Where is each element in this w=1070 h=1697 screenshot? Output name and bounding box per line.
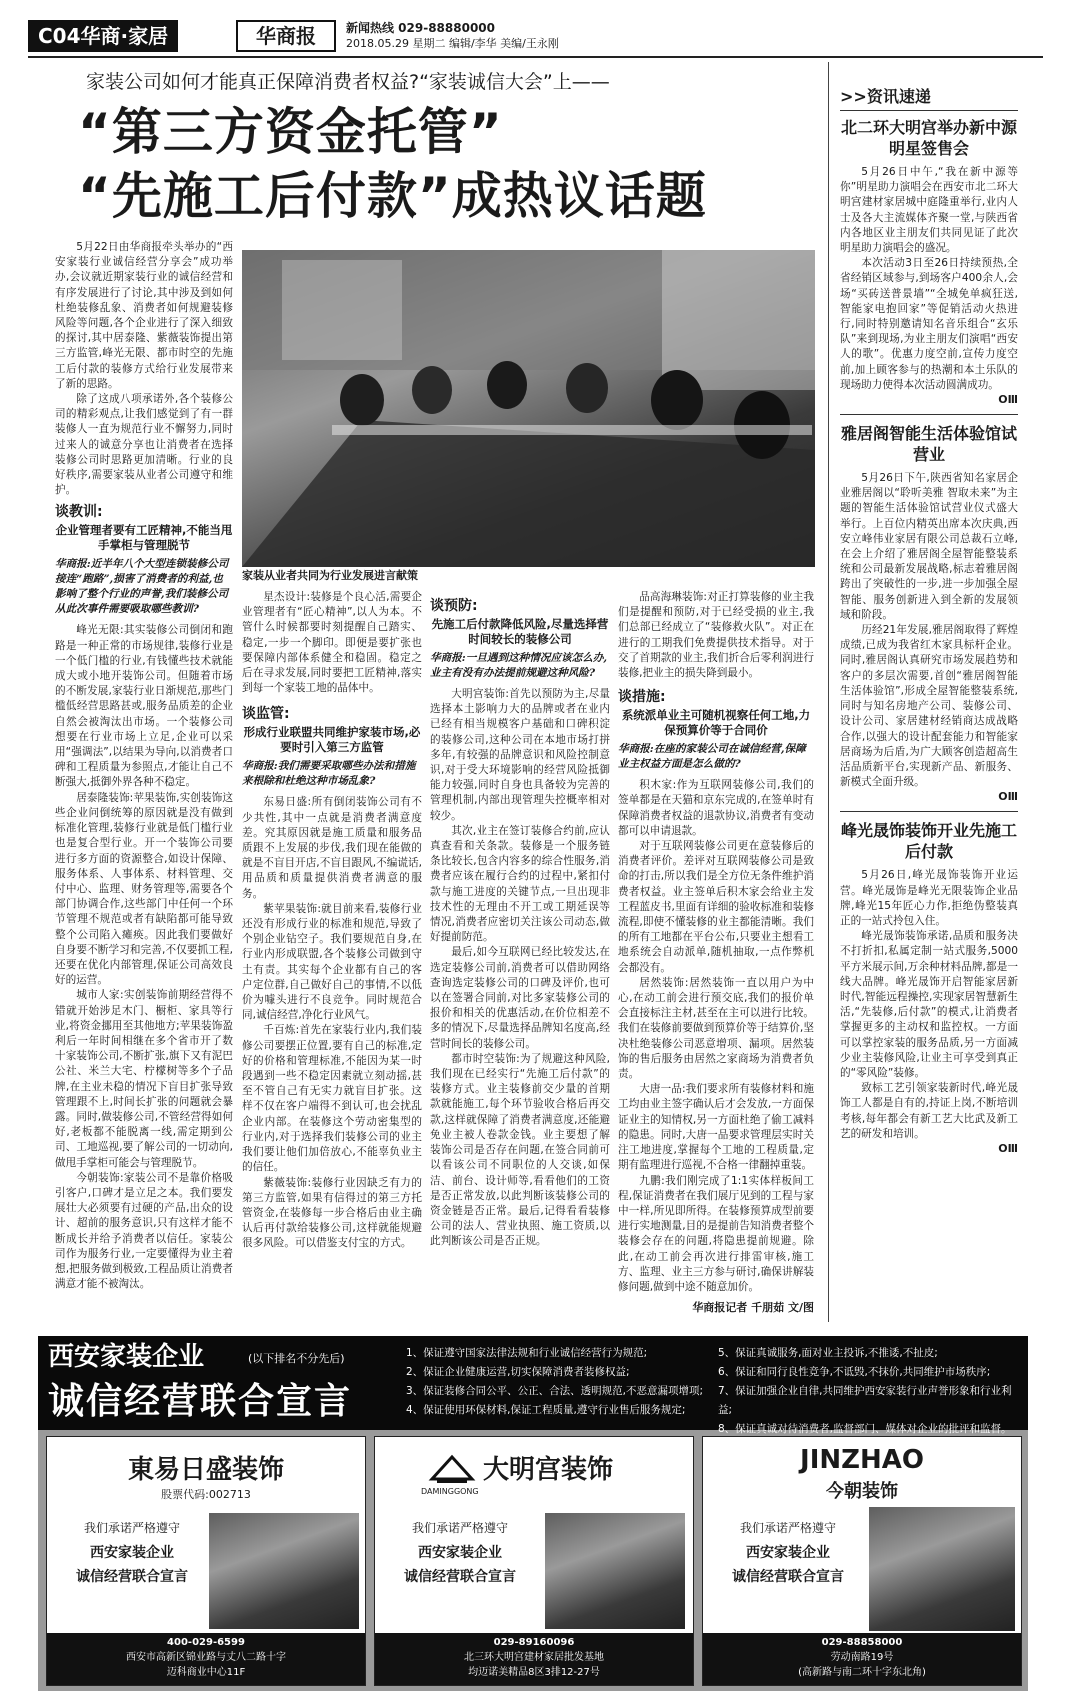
meeting-photo — [242, 250, 815, 567]
article-column-1 — [55, 240, 233, 1292]
company-card-damingong — [374, 1436, 694, 1686]
ad-header-top: 西安家装企业 — [48, 1342, 205, 1372]
news-paragraph: 5月26日下午,陕西省知名家居企业雅居阁以“聆听美雅 智取未来”为主题的智能生活体验馆试营业仪式盛大举行。上百位内精英出席本次庆典,西安立峰伟业家居有限公司总裁石立峰,在会上介绍了雅居阁全屋智能整装系统和公司最新发展战略,标志着雅居阁跨出了突破性的一步,进一步加强全屋智能、服务创新进入到全新的发展领域和阶段。 — [840, 472, 1018, 621]
photo-illustration — [242, 250, 815, 567]
promise-line: 我们承诺严格遵守 — [739, 1521, 836, 1535]
address: 迈科商业中心11F — [166, 1667, 246, 1678]
contact-bar — [375, 1633, 693, 1685]
news-signature: ΟⅢ — [998, 1141, 1018, 1155]
photo-caption: 家装从业者共同为行业发展进言献策 — [242, 569, 418, 582]
answer-paragraph: 积木家:作为互联网装修公司,我们的签单都是在天猫和京东完成的,在签单时有保障消费者权益的退款协议,消费者有变动都可以申请退款。 — [618, 779, 814, 837]
date-line: 2018.05.29 星期二 编辑/李华 美编/王永刚 — [346, 37, 559, 50]
section-subtitle-supervision: 形成行业联盟共同维护家装市场,必要时引入第三方监管 — [243, 725, 421, 755]
section-subtitle-lessons: 企业管理者要有工匠精神,不能当甩手掌柜与管理脱节 — [55, 523, 233, 553]
pledge-item: 3、保证装修合同公平、公正、合法、透明规范,不恶意漏项增项; — [406, 1385, 704, 1397]
pledge-item: 1、保证遵守国家法律法规和行业诚信经营行为规范; — [406, 1347, 648, 1359]
answer-paragraph: 今朝装饰:家装公司不是靠价格吸引客户,口碑才是立足之本。我们要发展壮大必须要有过硬的产品,出众的设计、超前的服务意识,只有这样才能不断成长并给予消费者以信任。家装公司作为服务行业,一定要懂得为业主着想,把服务做到极致,工程品质让消费者满意才能不被淘汰。 — [55, 1171, 233, 1291]
question-measures: 华商报:在座的家装公司在诚信经营,保障业主权益方面是怎么做的? — [618, 743, 806, 771]
question-lessons: 华商报:近半年八个大型连锁装修公司接连“跑路”,损害了消费者的利益,也影响了整个行业的声誉,我们装修公司从此次事件需要吸取哪些教训? — [55, 558, 229, 616]
contact-bar — [703, 1633, 1021, 1685]
phone: 400-029-6599 — [167, 1637, 245, 1648]
kicker: 家装公司如何才能真正保障消费者权益?“家装诚信大会”上—— — [86, 71, 610, 93]
news-paragraph: 5月26日,峰光晟饰装饰开业运营。峰光晟饰是峰光无限装饰企业品牌,峰光15年匠心力作,拒绝伪整装真正的一站式拎包入住。 — [840, 869, 1018, 927]
promise-line: 我们承诺严格遵守 — [411, 1521, 508, 1535]
section-title-lessons: 谈教训: — [55, 504, 103, 521]
promise-org: 西安家装企业 — [90, 1545, 174, 1561]
contact-bar — [47, 1633, 365, 1685]
hotline: 新闻热线 029-88880000 — [346, 21, 496, 35]
answer-paragraph: 紫苹果装饰:就目前来看,装修行业还没有形成行业的标准和规范,导致了个别企业钻空子。我们要规范自身,在行业内形成联盟,各个装修公司做到守土有责。其实每个企业都有自己的客户定位群,自己做好自己的事情,不以低价为噱头进行不良竞争。同时规范合同,诚信经营,净化行业风气。 — [242, 902, 422, 1022]
promise-org: 西安家装企业 — [418, 1545, 502, 1561]
answer-paragraph: 品高海琳装饰:对正打算装修的业主我们是提醒和预防,对于已经受损的业主,我们总部已经成立了“装修救火队”。对正在进行的工期我们免费提供技术指导。对于交了首期款的业主,我们折合后零利润进行装修,把业主的损失降到最小。 — [618, 591, 814, 680]
company-card-jinzhao — [702, 1436, 1022, 1686]
address: 均迈诺美精品8区3排12-27号 — [468, 1667, 600, 1678]
building-logo-icon — [427, 1449, 477, 1485]
company-name: 東易日盛装饰 — [127, 1455, 284, 1485]
ad-header-note: (以下排名不分先后) — [248, 1352, 345, 1365]
address: 北三环大明宫建材家居批发基地 — [464, 1652, 604, 1663]
answer-paragraph: 大明宫装饰:首先以预防为主,尽量选择本土影响力大的品牌或者在业内已经有相当规模客户基础和口碑积淀的装修公司,这种公司在本地市场打拼多年,有较强的品牌意识和风险控制意识,对于受大环境影响的经营风险抵御能力较强,同时自身也具备较为完善的管理机制,内部出现管理失控概率相对较少。 — [430, 688, 610, 822]
news-paragraph: 5月26日中午,“我在新中源等你”明星助力演唱会在西安市北二环大明宫建材家居城中庭隆重举行,业内人士及各大主流媒体齐聚一堂,与陕西省内各地区业主朋友们共同见证了此次明星助力演唱会的盛况。 — [840, 166, 1018, 255]
page-header — [28, 18, 1043, 58]
ad-block — [38, 1336, 1028, 1691]
answer-paragraph: 城市人家:实创装饰前期经营得不错就开始涉足木门、橱柜、家具等行业,将资金挪用至其他地方;苹果装饰盈利后一年时间相继在多个省市开了数十家装饰公司,不断扩张,旗下又有泥巴公社、米兰大宅、柠檬树等多个子品牌,在主业未稳的情况下盲目扩张导致管理跟不上,时间长扩张的问题就会暴露。同时,做装修公司,不管经营得如何好,老板都不能脱离一线,需定期到公司、工地巡视,要了解公司的一切动向,做甩手掌柜可能会与管理脱节。 — [55, 989, 233, 1169]
pledge-list-right — [718, 1344, 1023, 1439]
section-title-prevention: 谈预防: — [430, 598, 478, 614]
phone: 029-89160096 — [493, 1637, 575, 1648]
pledge-item: 4、保证使用环保材料,保证工程质量,遵守行业售后服务规定; — [406, 1404, 686, 1416]
intro-paragraph-2: 除了这成八项承诺外,各个装修公司的精彩观点,让我们感觉到了有一群装修人一直为规范行业不懈努力,同时过来人的诚意分享也让消费者在选择装修公司时思路更加清晰。行业的良好秩序,需要家装从业者公司遵守和维护。 — [55, 393, 233, 497]
news-signature: ΟⅢ — [998, 790, 1018, 804]
answer-paragraph: 居然装饰:居然装饰一直以用户为中心,在动工前会进行预交底,我们的报价单会直接标注主材,甚至在主可以进行比较。我们在装修前要做到预算价等于结算价,坚决杜绝装修公司恶意增项、漏项。居然装饰的售后服务由居然之家商场为消费者负责。 — [618, 976, 814, 1081]
answer-paragraph: 千百炼:首先在家装行业内,我们装修公司要摆正位置,要有自己的标准,定好的价格和管理标准,不能因为某一时段遇到一些不稳定因素就立刻动摇,甚至不管自己有无实力就盲目扩张。这样不仅在客户端得不到认可,也会扰乱企业内部。在装修这个劳动密集型的行业内,对于选择我们装修公司的业主我们要让他们加倍放心,不能辜负业主的信任。 — [242, 1024, 422, 1174]
promise-org: 西安家装企业 — [746, 1545, 830, 1561]
answer-paragraph: 东易日盛:所有倒闭装饰公司有不少共性,其中一点就是消费者满意度差。究其原因就是施工质量和服务品质跟不上发展的步伐,我们现在能做的就是不盲目开店,不盲目跟风,不编谎话,用品质和质量提供消费者满意的服务。 — [242, 796, 422, 900]
promise-title: 诚信经营联合宣言 — [76, 1569, 188, 1585]
pledge-item: 7、保证加强企业自律,共同维护西安家装行业声誉形象和行业利益; — [718, 1385, 1012, 1416]
company-name-en: JINZHAO — [800, 1445, 924, 1475]
article-column-2 — [242, 590, 422, 1252]
ad-header-main: 诚信经营联合宣言 — [48, 1381, 353, 1422]
brand-small: DAMINGGONG — [421, 1487, 479, 1496]
headline-line-1: “第三方资金托管” — [78, 103, 503, 161]
answer-paragraph: 九鹏:我们刚完成了1:1实体样板间工程,保证消费者在我们展厅见到的工程与家中一样,所见即所得。在装修预算成型前要进行实地测量,目的是提前告知消费者整个装修会存在的问题,将隐患提前规避。除此,在动工前会再次进行排雷审核,施工方、监理、业主三方参与研讨,确保讲解装修问题,做到中途不随意加价。 — [618, 1174, 814, 1293]
promise-line: 我们承诺严格遵守 — [83, 1521, 180, 1535]
section-title-measures: 谈措施: — [618, 689, 666, 706]
question-supervision: 华商报:我们需要采取哪些办法和措施来根除和杜绝这种市场乱象? — [242, 760, 416, 788]
executive-photo — [869, 1507, 1015, 1631]
answer-paragraph: 峰光无限:其实装修公司倒闭和跑路是一种正常的市场规律,装修行业是一个低门槛的行业,有钱懂些技术就能成大或小地开装饰公司。但随着市场的不断发展,家装行业日渐规范,那些门槛低经营思路甚或,服务品质差的企业自然会被淘汰出市场。一个装修公司想要在行业市场上立足,企业可以采用“强调法”,以结果为导向,以消费者口碑和工程质量为参照点,才能让自己不断强大,抵御外界各种不稳定。 — [55, 624, 233, 789]
executive-photo — [545, 1513, 685, 1629]
address: 西安市高新区锦业路与丈八二路十字 — [126, 1652, 286, 1663]
answer-paragraph: 对于互联网装修公司更在意装修后的消费者评价。差评对互联网装修公司是致命的打击,所以我们是全方位无条件维护消费者权益。业主签单后积木家会给业主发工程蓝皮书,里面有详细的验收标准和装修流程,即使不懂装修的业主都能清晰。我们的所有工地都在平台公布,只要业主想看工地系统会自动派单,随机抽取,一点作弊机会都没有。 — [618, 840, 814, 974]
section-subtitle-measures: 系统派单业主可随机视察任何工地,力保预算价等于合同价 — [621, 708, 811, 738]
answer-paragraph: 居泰隆装饰:苹果装饰,实创装饰这些企业问倒统筹的原因就是没有做到标准化管理,装修行业就是低门槛行业也是复合型行业。开一个装饰公司要进行多方面的资源整合,如设计保障、服务体系、人事体系、材料管理、交付中心、监理、财务管理等,需要各个部门协调合作,这些部门中任何一个环节管理不规范或者有缺陷都可能导致整个公司陷入瘫痪。因此我们要做好自身要不断学习和完善,不仅要抓工程,还要在优化内部管理,保证公司高效良好的运营。 — [55, 791, 233, 987]
stock-code: 股票代码:002713 — [161, 1488, 251, 1501]
question-prevention: 华商报:一旦遇到这种情况应该怎么办,业主有没有办法提前规避这种风险? — [430, 652, 608, 679]
article-column-3 — [430, 590, 610, 1250]
section-title-supervision: 谈监管: — [242, 706, 290, 723]
headline-line-2: “先施工后付款”成热议话题 — [78, 167, 707, 225]
news-paragraph: 历经21年发展,雅居阁取得了辉煌成绩,已成为我省红木家具标杆企业。同时,雅居阁认真研究市场发展趋势和客户的多层次需要,首创“雅居阁智能生活体验馆”,形成全屋智能整装系统,同时与知名房地产公司、装修公司、设计公司、家居建材经销商达成战略合作,以强大的设计配套能力和智能家居商场为后盾,为广大顾客创造超高生活品质新平台,实现新产品、新服务、新模式全面升级。 — [840, 624, 1018, 789]
pledge-item: 2、保证企业健康运营,切实保障消费者装修权益; — [406, 1366, 630, 1378]
executive-photo — [209, 1513, 359, 1629]
intro-paragraph: 5月22日由华商报牵头举办的“西安家装行业诚信经营分享会”成功举办,会议就近期家装行业的诚信经营和有序发展进行了讨论,其中涉及到如何杜绝装修乱象、消费者如何规避装修风险等问题,各个企业进行了深入细致的探讨,其中居泰隆、紫薇装饰提出第三方监管,峰光无限、都市时空的先施工后付款的装修方式给行业发展带来了新的思路。 — [55, 241, 233, 390]
answer-paragraph: 其次,业主在签订装修合约前,应认真查看和关条款。装修是一个服务链条比较长,包含内容多的综合性服务,消费者应该在履行合约的过程中,紧扣付款与施工进度的关键节点,一旦出现非技术性的无理由不开工或工期延误等情况,消费者应密切关注该公司动态,做好提前防范。 — [430, 824, 610, 944]
news-sidebar — [840, 84, 1018, 1155]
company-card-dongyi — [46, 1436, 366, 1686]
phone: 029-88858000 — [821, 1637, 903, 1648]
promise-title: 诚信经营联合宣言 — [404, 1569, 516, 1585]
news-paragraph: 致标工艺引领家装新时代,峰光晟饰工人都是自有的,持证上岗,不断培训考核,每年都会有新工艺大比武及新工艺的研发和培训。 — [840, 1082, 1018, 1140]
answer-paragraph: 大唐一品:我们要求所有装修材料和施工均由业主签字确认后才会发放,一方面保证业主的知情权,另一方面杜绝了偷工减料的隐患。同时,大唐一品要求管理层实时关注工地进度,掌握每个工地的工程质量,定期有监理进行巡视,不合格一律翻掉重装。 — [618, 1083, 814, 1172]
pledge-item: 6、保证和同行良性竞争,不诋毁,不抹价,共同维护市场秩序; — [718, 1366, 991, 1378]
address: 劳动南路19号 — [830, 1652, 894, 1663]
section-label: C04华商·家居 — [28, 20, 178, 52]
company-name: 大明宫装饰 — [483, 1455, 614, 1485]
news-title: 北二环大明宫举办新中源明星签售会 — [840, 118, 1017, 158]
company-name: 今朝装饰 — [826, 1481, 898, 1502]
news-title: 雅居阁智能生活体验馆试营业 — [840, 424, 1017, 465]
address: (高新路与南二环十字东北角) — [798, 1667, 926, 1678]
news-paragraph: 本次活动3日至26日持续预热,全省经销区域参与,到场客户400余人,会场“买砖送普景墙”“全城免单疯狂送,智能家电抱回家”等促销活动火热进行,同时特别邀请知名音乐组合“玄乐队”来到现场,为业主朋友们演唱“西安人的歌”。优惠力度空前,宣传力度空前,加上顾客参与的热潮和本土乐队的现场助力使得本次活动圆满成功。 — [840, 257, 1018, 391]
answer-paragraph: 紫薇装饰:装修行业因缺乏有力的第三方监管,如果有信得过的第三方托管资金,在装修每一步合格后由业主确认后再付款给装修公司,这样就能规避很多风险。可以借鉴支付宝的方式。 — [242, 1176, 422, 1250]
pledge-list-left — [406, 1344, 706, 1420]
news-paragraph: 峰光晟饰装饰承诺,品质和服务决不打折扣,私属定制一站式服务,5000平方米展示间,万余种材料品牌,都是一线大品牌。峰光晟饰开启智能家居新时代,智能远程操控,实现家居智慧新生活,“先装修,后付款”的模式,让消费者掌握更多的主动权和监控权。一方面可以掌控家装的服务品质,另一方面减少业主装修风险,让业主可享受到真正的“零风险”装修。 — [840, 930, 1018, 1079]
pledge-item: 5、保证真诚服务,面对业主投诉,不推诿,不扯皮; — [718, 1347, 938, 1359]
article-column-4 — [618, 590, 814, 1315]
news-title: 峰光晟饰装饰开业先施工后付款 — [840, 821, 1017, 862]
pledge-item: 8、保证真诚对待消费者,监督部门、媒体对企业的批评和监督。 — [718, 1423, 1012, 1435]
news-signature: ΟⅢ — [998, 393, 1018, 407]
answer-paragraph: 星杰设计:装修是个良心活,需要企业管理者有“匠心精神”,以人为本。不管什么时候都要时刻提醒自己踏实、稳定,一步一个脚印。即便是要扩张也要保障内部体系健全和稳固。稳定之后在寻求发展,同时要把工匠精神,落实到每一个家装工地的晶体中。 — [242, 591, 422, 695]
column-rule — [828, 62, 829, 1322]
ad-header — [38, 1336, 1028, 1435]
promise-title: 诚信经营联合宣言 — [732, 1569, 844, 1585]
newspaper-logo: 华商报 — [236, 20, 336, 52]
header-meta — [346, 21, 559, 51]
answer-paragraph: 最后,如今互联网已经比较发达,在选定装修公司前,消费者可以借助网络查询选定装修公司的口碑及评价,也可以在签署合同前,对比多家装修公司的报价和相关的优惠活动,在价位相差不多的情况下,尽量选择品牌知名度高,经营时间长的装修公司。 — [430, 946, 610, 1050]
answer-paragraph: 都市时空装饰:为了规避这种风险,我们现在已经实行“先施工后付款”的装修方式。业主装修前交少量的首期款就能施工,每个环节验收合格后再交款,这样就保障了消费者满意度,还能避免业主被人卷款金钱。业主要想了解装饰公司是否存在问题,在签合同前可以看该公司不同职位的人交谈,如保洁、前台、设计师等,看看他们的工资是否正常发放,以此判断该装修公司的资金链是否正常。最后,记得看看装修公司的法人、营业执照、施工资质,以此判断该公司是否正规。 — [430, 1052, 610, 1248]
byline: 华商报记者 千朋茹 文/图 — [692, 1301, 814, 1315]
sidebar-label: >>资讯速递 — [840, 84, 1018, 111]
section-subtitle-prevention: 先施工后付款降低风险,尽量选择营时间较长的装修公司 — [431, 617, 609, 646]
